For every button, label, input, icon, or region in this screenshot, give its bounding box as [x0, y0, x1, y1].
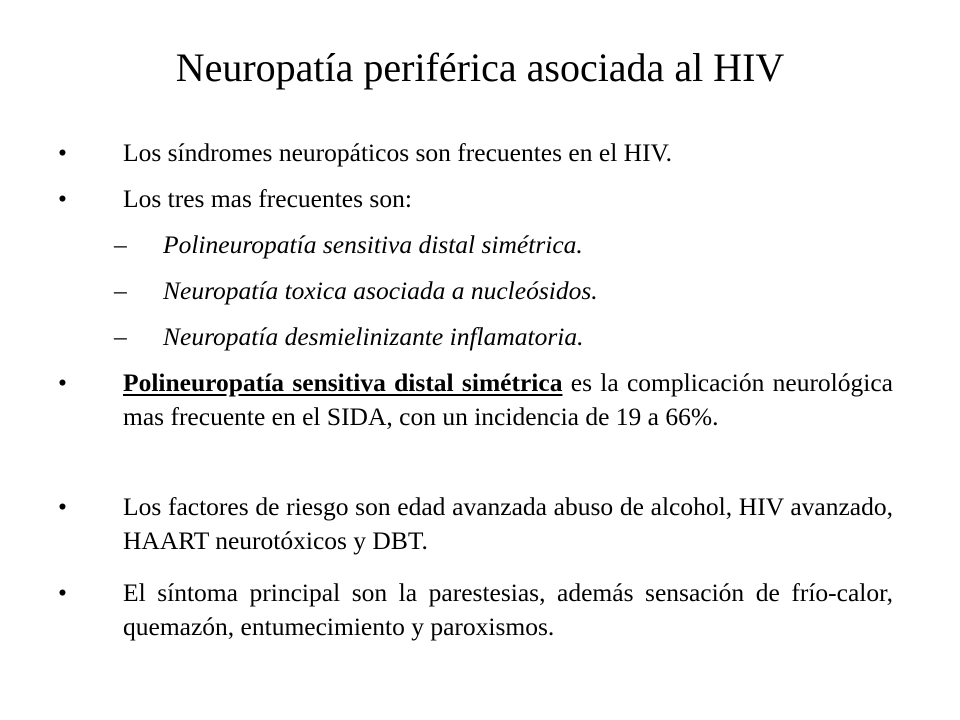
sub-list-item-text: Polineuropatía sensitiva distal simétrica. — [163, 230, 583, 259]
bullet-icon: • — [58, 492, 67, 521]
list-item-text — [123, 366, 893, 434]
bullet-icon: • — [58, 578, 67, 607]
emphasized-term: Polineuropatía sensitiva distal simétrica — [123, 368, 563, 397]
list-item-text: Los tres mas frecuentes son: — [123, 184, 412, 213]
dash-icon: – — [114, 276, 127, 305]
list-item-text-rest: es la complicación neurológica mas frecuente en el SIDA, con un incidencia de 19 a 66%. — [123, 368, 893, 431]
list-item-text: El síntoma principal son la parestesias, además sensación de frío-calor, quemazón, entumecimiento y paroxismos. — [123, 578, 893, 641]
list-item-text: Los síndromes neuropáticos son frecuentes en el HIV. — [123, 138, 673, 167]
sub-list-item-text: Neuropatía desmielinizante inflamatoria. — [163, 322, 584, 351]
bullet-icon: • — [58, 138, 67, 167]
dash-icon: – — [114, 322, 127, 351]
sub-list-item-text: Neuropatía toxica asociada a nucleósidos. — [163, 276, 598, 305]
list-item-text: Los factores de riesgo son edad avanzada abuso de alcohol, HIV avanzado, HAART neurotóxicos y DBT. — [123, 492, 893, 555]
bullet-icon: • — [58, 368, 67, 397]
bullet-icon: • — [58, 184, 67, 213]
slide-title: Neuropatía periférica asociada al HIV — [175, 45, 785, 90]
dash-icon: – — [114, 230, 127, 259]
